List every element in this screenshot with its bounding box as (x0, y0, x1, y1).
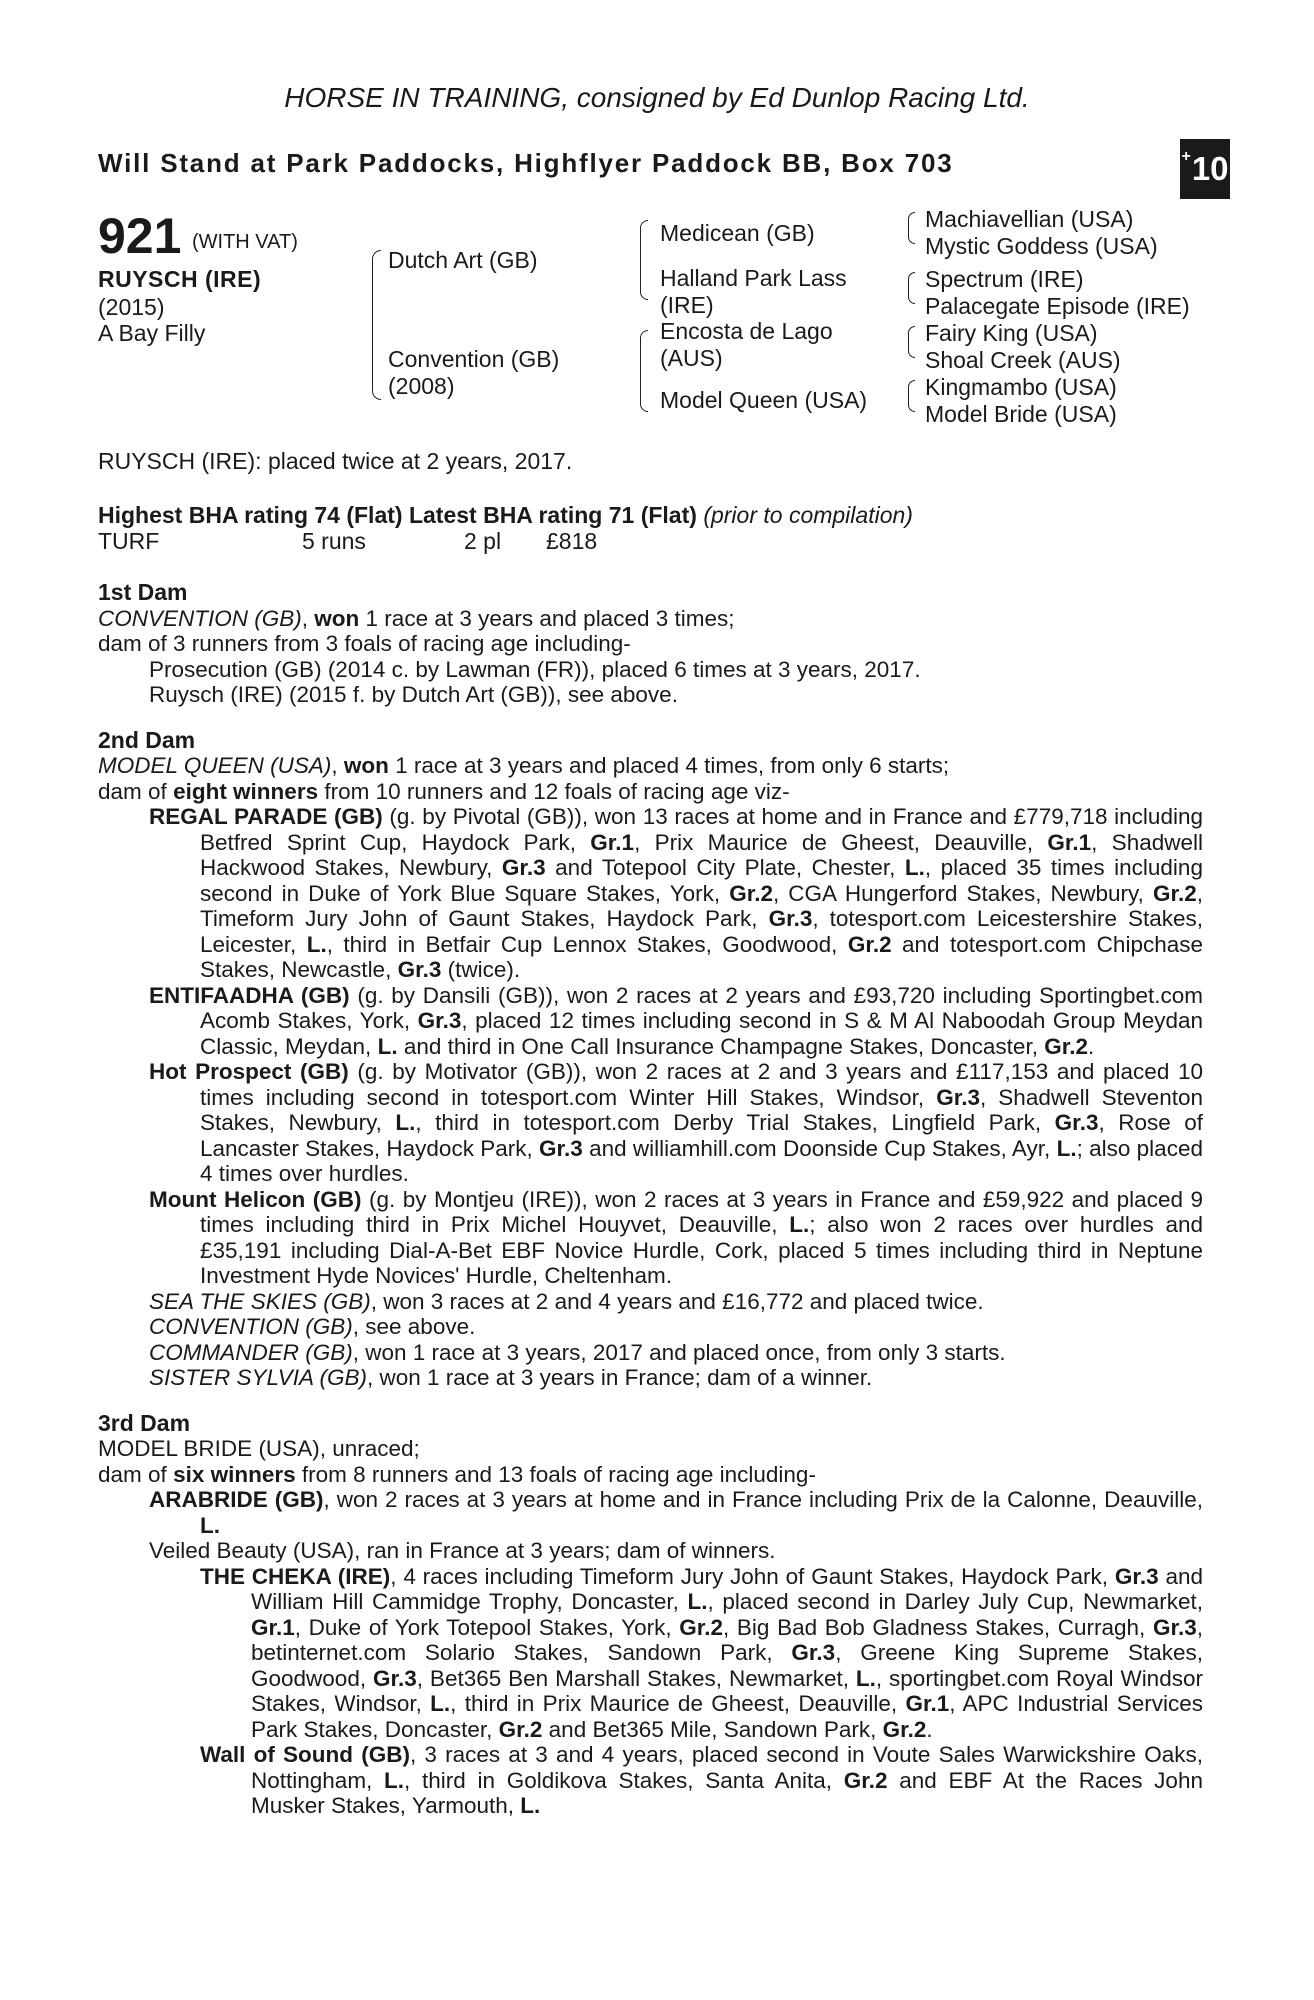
offspring-veiled-beauty: Veiled Beauty (USA), ran in France at 3 years; dam of winners. (149, 1538, 776, 1563)
dam-sections (98, 580, 1203, 1819)
second-dam-text: 1 race at 3 years and placed 4 times, from only 6 starts; (395, 753, 950, 778)
first-dam-record: CONVENTION (GB), won 1 race at 3 years and placed 3 times; (98, 605, 735, 631)
pedigree-dam: Convention (GB) (388, 346, 560, 372)
pedigree-brace-g1 (908, 212, 915, 244)
produce-text: dam of (98, 778, 167, 804)
first-dam-section (98, 580, 1203, 708)
first-dam-heading: 1st Dam (98, 579, 188, 605)
vat-note: (WITH VAT) (192, 231, 298, 253)
horse-name: RUYSCH (IRE) (98, 266, 262, 292)
first-dam-offspring: Ruysch (IRE) (2015 f. by Dutch Art (GB)), see above. (149, 682, 678, 707)
offspring-sea-the-skies: SEA THE SKIES (GB), won 3 races at 2 and 4 years and £16,772 and placed twice. (149, 1288, 984, 1314)
first-dam-offspring: Prosecution (GB) (2014 c. by Lawman (FR)), placed 6 times at 3 years, 2017. (149, 656, 921, 682)
offspring-regal-parade (98, 804, 1203, 983)
offspring-name: Hot Prospect (GB) (149, 1059, 349, 1084)
offspring-the-cheka (98, 1564, 1203, 1743)
produce-text: from 10 runners and 12 foals of racing age viz- (324, 778, 790, 804)
winners-count: eight winners (173, 778, 319, 804)
offspring-name: CONVENTION (GB) (149, 1314, 353, 1339)
ten-plus-badge (1180, 139, 1230, 199)
stand-location: Will Stand at Park Paddocks, Highflyer Paddock BB, Box 703 (98, 148, 954, 178)
offspring-commander: COMMANDER (GB), won 1 race at 3 years, 2017 and placed once, from only 3 starts. (149, 1339, 1006, 1365)
pedigree-sire-dam: Halland Park Lass (660, 265, 847, 291)
offspring-name: SEA THE SKIES (GB) (149, 1288, 371, 1314)
pedigree-g3: Spectrum (IRE) (925, 266, 1084, 292)
offspring-entry: Wall of Sound (GB), 3 races at 3 and 4 years, placed second in Voute Sales Warwickshire Oaks, Nottingham, L., third in Goldikova Stakes, Santa Anita, Gr.2 and EBF At the Races John Musker Stakes, Yarmouth, L. (200, 1742, 1203, 1818)
second-dam-heading: 2nd Dam (98, 726, 196, 753)
pedigree-brace-g2 (908, 272, 915, 304)
badge-label: 10 (1191, 150, 1229, 187)
offspring-entry: THE CHEKA (IRE), 4 races including Timeform Jury John of Gaunt Stakes, Haydock Park, Gr.3 and William Hill Cammidge Trophy, Doncaster, L., placed second in Darley July Cup, Newmarket, Gr.1, Duke of York Totepool Stakes, York, Gr.2, Big Bad Bob Gladness Stakes, Curragh, Gr.3, betinternet.com Solario Stakes, Sandown Park, Gr.3, Greene King Supreme Stakes, Goodwood, Gr.3, Bet365 Ben Marshall Stakes, Newmarket, L., sportingbet.com Royal Windsor Stakes, Windsor, L., third in Prix Maurice de Gheest, Deauville, Gr.1, APC Industrial Services Park Stakes, Doncaster, Gr.2 and Bet365 Mile, Sandown Park, Gr.2. (200, 1563, 1203, 1742)
third-dam-section (98, 1411, 1203, 1819)
bha-rating-text: Highest BHA rating 74 (Flat) Latest BHA rating 71 (Flat) (98, 502, 697, 528)
offspring-name: ENTIFAADHA (GB) (149, 982, 350, 1008)
offspring-name: ARABRIDE (GB) (149, 1487, 324, 1512)
won-label: won (314, 605, 360, 631)
pedigree-sire: Dutch Art (GB) (388, 247, 538, 273)
pedigree-dam-sire: Encosta de Lago (660, 318, 833, 344)
pedigree-g1: Machiavellian (USA) (925, 206, 1134, 232)
first-dam-text: 1 race at 3 years and placed 3 times; (365, 605, 735, 631)
third-dam-heading: 3rd Dam (98, 1409, 191, 1436)
second-dam-name: MODEL QUEEN (USA) (98, 753, 332, 778)
turf-runs: 5 runs (302, 528, 366, 554)
offspring-name: COMMANDER (GB) (149, 1339, 353, 1365)
pedigree-g2: Mystic Goddess (USA) (925, 233, 1158, 259)
offspring-entry: ENTIFAADHA (GB) (g. by Dansili (GB)), won 2 races at 2 years and £93,720 including Sportingbet.com Acomb Stakes, York, Gr.3, placed 12 times including second in S & M Al Naboodah Group Meydan Classic, Meydan, L. and third in One Call Insurance Champagne Stakes, Doncaster, Gr.2. (149, 982, 1203, 1059)
pedigree-brace-g4 (908, 380, 915, 412)
turf-label: TURF (98, 528, 160, 554)
bha-rating (98, 502, 913, 529)
offspring-entry: ARABRIDE (GB), won 2 races at 3 years at home and in France including Prix de la Calonne, Deauville, L. (149, 1487, 1203, 1538)
pedigree-sire-dam-country: (IRE) (660, 292, 714, 318)
pedigree-dam-sire-country: (AUS) (660, 345, 723, 371)
won-label: won (343, 753, 389, 778)
horse-summary: RUYSCH (IRE): placed twice at 2 years, 2017. (98, 448, 573, 474)
offspring-name: Wall of Sound (GB) (200, 1742, 410, 1767)
pedigree-brace-sire (640, 220, 648, 300)
offspring-entifaadha (98, 983, 1203, 1060)
pedigree-sire-sire: Medicean (GB) (660, 220, 815, 246)
pedigree-brace-main (372, 250, 381, 400)
offspring-arabride (98, 1487, 1203, 1538)
winners-count: six winners (173, 1461, 296, 1487)
horse-description: A Bay Filly (98, 320, 206, 346)
offspring-name: Mount Helicon (GB) (149, 1186, 362, 1212)
offspring-entry: Hot Prospect (GB) (g. by Motivator (GB)), won 2 races at 2 and 3 years and £117,153 and placed 10 times including second in totesport.com Winter Hill Stakes, Windsor, Gr.3, Shadwell Steventon Stakes, Newbury, L., third in totesport.com Derby Trial Stakes, Lingfield Park, Gr.3, Rose of Lancaster Stakes, Haydock Park, Gr.3 and williamhill.com Doonside Cup Stakes, Ayr, L.; also placed 4 times over hurdles. (149, 1059, 1203, 1186)
offspring-entry: REGAL PARADE (GB) (g. by Pivotal (GB)), won 13 races at home and in France and £779,718 including Betfred Sprint Cup, Haydock Park, Gr.1, Prix Maurice de Gheest, Deauville, Gr.1, Shadwell Hackwood Stakes, Newbury, Gr.3 and Totepool City Plate, Chester, L., placed 35 times including second in Duke of York Blue Square Stakes, York, Gr.2, CGA Hungerford Stakes, Newbury, Gr.2, Timeform Jury John of Gaunt Stakes, Haydock Park, Gr.3, totesport.com Leicestershire Stakes, Leicester, L., third in Betfair Cup Lennox Stakes, Goodwood, Gr.2 and totesport.com Chipchase Stakes, Newcastle, Gr.3 (twice). (149, 804, 1203, 982)
turf-earnings: £818 (546, 528, 598, 554)
page-title: HORSE IN TRAINING, consigned by Ed Dunlop Racing Ltd. (284, 82, 1030, 113)
horse-year: (2015) (98, 294, 165, 320)
third-dam-record: MODEL BRIDE (USA), unraced; (98, 1436, 420, 1461)
offspring-mount-helicon (98, 1187, 1203, 1289)
pedigree-brace-g3 (908, 326, 915, 358)
bha-rating-note: (prior to compilation) (703, 502, 913, 528)
second-dam-record: MODEL QUEEN (USA), won 1 race at 3 years and placed 4 times, from only 6 starts; (98, 753, 950, 778)
pedigree-g6: Shoal Creek (AUS) (925, 347, 1121, 373)
second-dam-produce (98, 779, 1203, 805)
pedigree-g5: Fairy King (USA) (925, 320, 1098, 346)
turf-placed: 2 pl (464, 528, 502, 554)
pedigree-g4: Palacegate Episode (IRE) (925, 293, 1190, 319)
lot-number: 921 (98, 208, 182, 264)
badge-prefix: + (1181, 148, 1191, 165)
offspring-wall-of-sound (98, 1742, 1203, 1819)
first-dam-name: CONVENTION (GB) (98, 605, 302, 631)
offspring-convention: CONVENTION (GB), see above. (149, 1314, 476, 1339)
offspring-name: SISTER SYLVIA (GB) (149, 1365, 367, 1390)
offspring-hot-prospect (98, 1059, 1203, 1187)
pedigree-brace-dam (640, 330, 648, 412)
pedigree-g7: Kingmambo (USA) (925, 374, 1117, 400)
third-dam-produce: dam of six winners from 8 runners and 13 foals of racing age including- (98, 1461, 816, 1487)
second-dam-section (98, 728, 1203, 1391)
pedigree-dam-year: (2008) (388, 373, 455, 399)
offspring-name: THE CHEKA (IRE) (200, 1563, 391, 1589)
first-dam-produce: dam of 3 runners from 3 foals of racing age including- (98, 631, 631, 656)
offspring-sister-sylvia: SISTER SYLVIA (GB), won 1 race at 3 years in France; dam of a winner. (149, 1365, 873, 1390)
offspring-entry: Mount Helicon (GB) (g. by Montjeu (IRE)), won 2 races at 3 years in France and £59,922 and placed 9 times including third in Prix Michel Houyvet, Deauville, L.; also won 2 races over hurdles and £35,191 including Dial-A-Bet EBF Novice Hurdle, Cork, placed 5 times including third in Neptune Investment Hyde Novices' Hurdle, Cheltenham. (149, 1186, 1203, 1288)
pedigree-dam-dam: Model Queen (USA) (660, 387, 868, 413)
offspring-name: REGAL PARADE (GB) (149, 804, 383, 829)
pedigree-g8: Model Bride (USA) (925, 401, 1117, 427)
